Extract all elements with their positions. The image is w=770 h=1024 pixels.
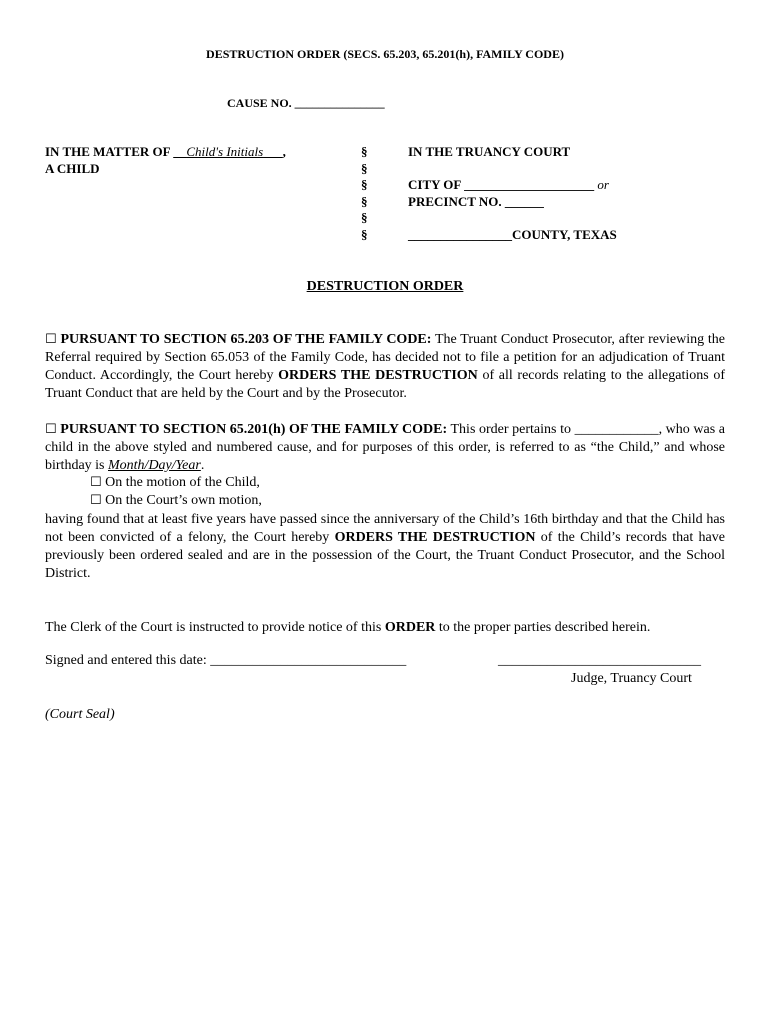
order-title: DESTRUCTION ORDER: [306, 279, 464, 294]
a-child: A CHILD: [45, 161, 100, 176]
court-seal: (Court Seal): [45, 707, 115, 722]
county-texas: ________________COUNTY, TEXAS: [408, 227, 617, 242]
section-mark: §: [361, 227, 368, 242]
signed-date-line: Signed and entered this date: ____________________________: [45, 653, 407, 668]
child-initials-field: __Child's Initials___: [173, 144, 283, 159]
court-name: IN THE TRUANCY COURT: [408, 144, 571, 159]
section-65201h-heading: PURSUANT TO SECTION 65.201(h) OF THE FAMILY CODE:: [60, 422, 448, 437]
section-mark: §: [361, 177, 368, 192]
checkbox-65201h[interactable]: ☐: [45, 422, 57, 437]
option-motion-of-child: ☐ On the motion of the Child,: [90, 475, 260, 490]
checkbox-65203[interactable]: ☐: [45, 332, 57, 347]
matter-suffix: ,: [282, 144, 286, 159]
section-65203-heading: PURSUANT TO SECTION 65.203 OF THE FAMILY CODE:: [60, 332, 432, 347]
form-title: DESTRUCTION ORDER (SECS. 65.203, 65.201(h), FAMILY CODE): [206, 47, 564, 61]
checkbox-motion-of-child[interactable]: ☐: [90, 475, 102, 490]
precinct-number: PRECINCT NO. ______: [408, 194, 544, 209]
option-court-own-motion: ☐ On the Court’s own motion,: [90, 493, 262, 508]
clerk-instruction: The Clerk of the Court is instructed to provide notice of this ORDER to the proper parties described herein.: [45, 620, 651, 635]
section-mark: §: [361, 194, 368, 209]
section-mark: §: [361, 161, 368, 176]
section-mark: §: [361, 144, 368, 159]
checkbox-court-own-motion[interactable]: ☐: [90, 493, 102, 508]
matter-of: [45, 144, 286, 160]
matter-prefix: IN THE MATTER OF: [45, 144, 174, 159]
section-65201h-paragraph: ☐ PURSUANT TO SECTION 65.201(h) OF THE FAMILY CODE: This order pertains to ____________, who was a child in the above styled and numbered cause, and for purposes of this order, is referred to as “the Child,” and whose birthday is Month/Day/Year.: [45, 422, 725, 473]
judge-signature-line: _____________________________: [498, 653, 701, 668]
judge-title: Judge, Truancy Court: [571, 671, 692, 686]
birthday-field: Month/Day/Year: [108, 458, 201, 473]
section-mark: §: [361, 210, 368, 225]
cause-number: CAUSE NO. _______________: [227, 96, 385, 110]
city-of: CITY OF ____________________ or: [408, 177, 609, 192]
section-65201h-findings: having found that at least five years have passed since the anniversary of the Child’s 16th birthday and that the Child has not been convicted of a felony, the Court hereby ORDERS THE DESTRUCTION of the Child’s records that have previously been ordered sealed and are in the possession of the Court, the Truant Conduct Prosecutor, and the School District.: [45, 512, 725, 581]
section-65203-paragraph: ☐ PURSUANT TO SECTION 65.203 OF THE FAMILY CODE: The Truant Conduct Prosecutor, after reviewing the Referral required by Section 65.053 of the Family Code, has decided not to file a petition for an adjudication of Truant Conduct. Accordingly, the Court hereby ORDERS THE DESTRUCTION of all records relating to the allegations of Truant Conduct that are held by the Court and by the Prosecutor.: [45, 332, 725, 401]
